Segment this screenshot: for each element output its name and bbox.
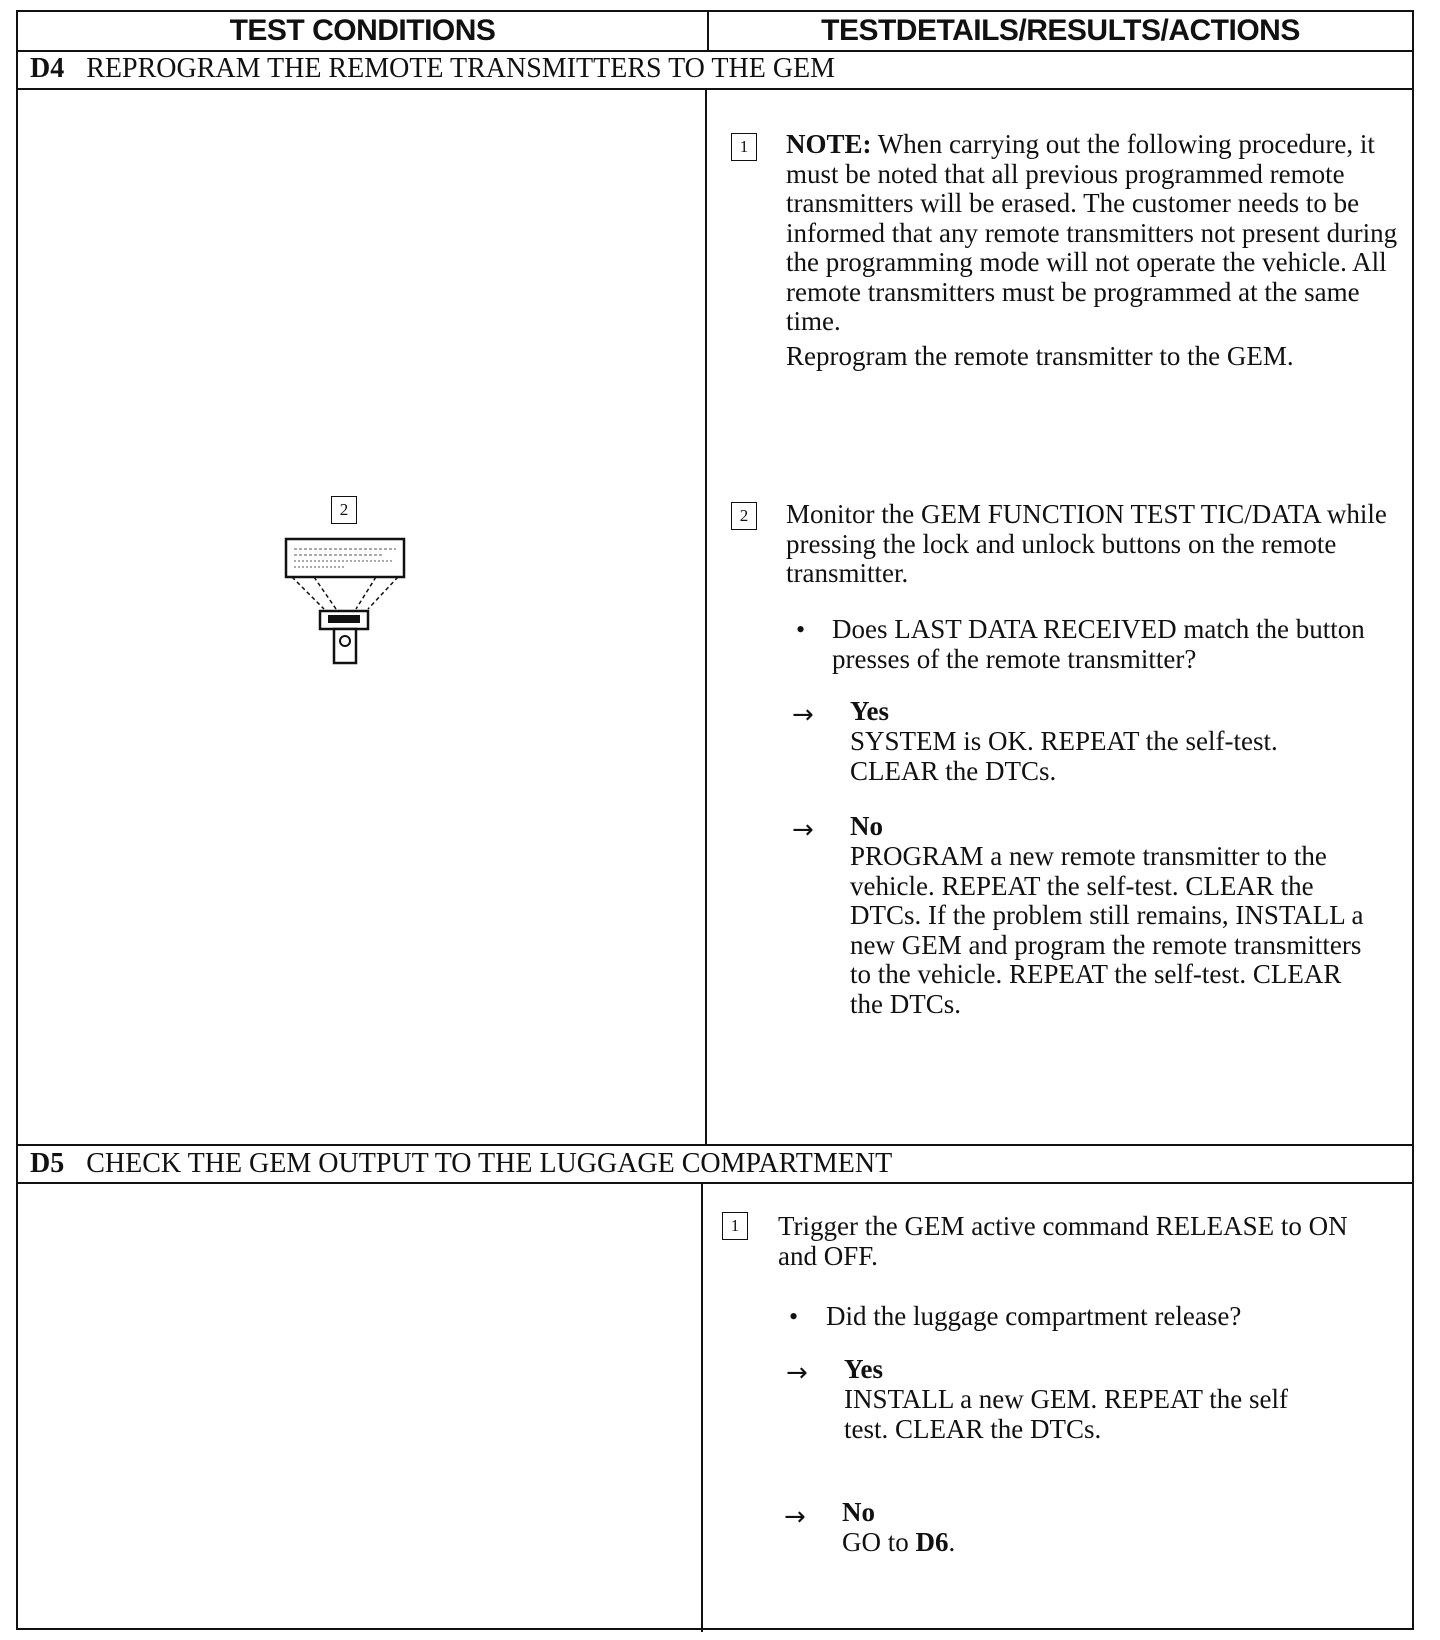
d4-step2-number: 2 (731, 502, 757, 530)
table-header (18, 12, 1412, 52)
note-label: NOTE: (786, 129, 872, 159)
d4-no-text: PROGRAM a new remote transmitter to the vehicle. REPEAT the self-test. CLEAR the DTCs. If the problem still remains, INSTALL a new GEM and program the remote transmitters to the vehicle. REPEAT the self-test. CLEAR the DTCs. (850, 841, 1364, 1019)
d5-yes-label: Yes (844, 1354, 883, 1384)
header-test-conditions: TEST CONDITIONS (18, 12, 709, 50)
d5-no-arrow: → (784, 1502, 806, 1532)
d5-yes-text: INSTALL a new GEM. REPEAT the self test. CLEAR the DTCs. (844, 1384, 1289, 1444)
d5-no-target-link: D6 (915, 1527, 949, 1557)
section-d4-code: D4 (30, 53, 65, 84)
d5-question: Did the luggage compartment release? (826, 1301, 1242, 1331)
header-test-details: TESTDETAILS/RESULTS/ACTIONS (821, 14, 1300, 47)
d4-question: Does LAST DATA RECEIVED match the button presses of the remote transmitter? (832, 614, 1365, 674)
d4-step2-instruction: Monitor the GEM FUNCTION TEST TIC/DATA while pressing the lock and unlock buttons on the remote transmitter. (786, 499, 1387, 588)
d5-step1-number: 1 (722, 1212, 748, 1240)
note-text: When carrying out the following procedure, it must be noted that all previous programmed remote transmitters will be erased. The customer needs to be informed that any remote transmitters not present during the programming mode will not operate the vehicle. All remote transmitters must be programmed at the same time. (786, 129, 1398, 336)
section-d4-title (18, 50, 1412, 90)
d4-no-arrow: → (792, 815, 814, 845)
section-d5-heading: CHECK THE GEM OUTPUT TO THE LUGGAGE COMPARTMENT (86, 1148, 893, 1179)
d4-yes-arrow: → (792, 700, 814, 730)
d5-yes-arrow: → (786, 1358, 808, 1388)
d4-question-bullet: • (796, 615, 806, 644)
d4-step1-instruction: Reprogram the remote transmitter to the GEM. (786, 341, 1294, 371)
d5-question-bullet: • (789, 1302, 799, 1331)
d4-yes-text: SYSTEM is OK. REPEAT the self-test. CLEAR the DTCs. (850, 726, 1278, 786)
d4-yes-label: Yes (850, 696, 889, 726)
d4-no-label: No (850, 811, 883, 841)
d5-no-text-suffix: . (948, 1527, 956, 1557)
d5-column-divider (701, 1184, 703, 1632)
remote-transmitter-diagram (284, 537, 408, 667)
d5-no-text (842, 1528, 955, 1558)
test-table (16, 10, 1414, 1630)
section-d5-code: D5 (30, 1148, 65, 1179)
d5-step1-instruction: Trigger the GEM active command RELEASE to ON and OFF. (778, 1211, 1348, 1271)
d4-step1-number: 1 (731, 133, 757, 161)
d4-column-divider (705, 90, 707, 1144)
d4-step1-note (786, 130, 1398, 337)
section-d5-title (18, 1146, 1412, 1184)
d5-no-text-prefix: GO to (842, 1527, 916, 1557)
section-d4-heading: REPROGRAM THE REMOTE TRANSMITTERS TO THE GEM (86, 53, 836, 84)
d5-no-label: No (842, 1497, 875, 1527)
d4-figure-label: 2 (331, 496, 357, 524)
